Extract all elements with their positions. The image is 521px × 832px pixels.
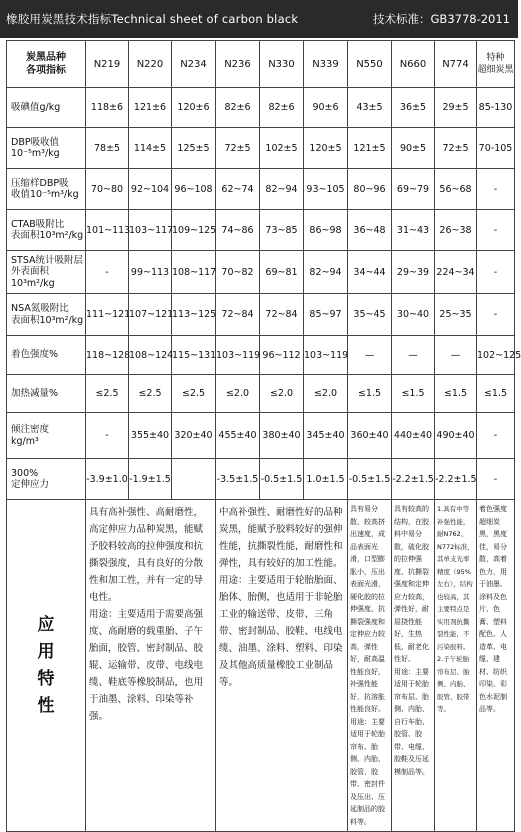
table-cell: 103~119 xyxy=(304,336,348,375)
col-header: N339 xyxy=(304,41,348,88)
col-header: N219 xyxy=(86,41,129,88)
table-cell: 72~84 xyxy=(216,294,260,336)
table-cell: 109~125 xyxy=(172,210,216,251)
table-cell: 25~35 xyxy=(435,294,477,336)
table-cell: -0.5±1.5 xyxy=(260,459,304,500)
table-header-row xyxy=(7,41,515,88)
table-cell: ≤2.5 xyxy=(86,375,129,413)
application-label: 应 用 特 性 xyxy=(7,500,86,832)
table-cell: 118±6 xyxy=(86,88,129,128)
row-label: 加热减量% xyxy=(7,375,86,413)
table-row xyxy=(7,336,515,375)
table-cell: 31~43 xyxy=(392,210,435,251)
row-label: 压缩样DBP吸 收值10⁻⁵m³/kg xyxy=(7,169,86,210)
table-cell: -3.5±1.5 xyxy=(216,459,260,500)
table-cell: 96~112 xyxy=(260,336,304,375)
table-cell: 69~81 xyxy=(260,251,304,294)
row-label: NSA氮吸附比 表面积10³m²/kg xyxy=(7,294,86,336)
table-cell: 72±5 xyxy=(216,128,260,169)
table-cell: 36~48 xyxy=(348,210,392,251)
row-label: CTAB吸附比 表面积10³m²/kg xyxy=(7,210,86,251)
table-cell: 108~117 xyxy=(172,251,216,294)
table-cell: 78±5 xyxy=(86,128,129,169)
table-cell: ≤2.5 xyxy=(172,375,216,413)
application-text: 具有易分散，较高挤出速度，成品表面光滑，口型膨胀小，压出表面光滑，硬化胶的拉伸强度、抗撕裂强度和定伸应力较高，弹性好，耐高温性能良好，补强性能好，抗溶胀性能良好。 用途：主要适用于轮胎帘布、胎侧、内胎、胶管、胶带、密封件及压出、压延制品的胶料等。 xyxy=(348,500,392,832)
table-cell: 69~79 xyxy=(392,169,435,210)
table-cell: 111~121 xyxy=(86,294,129,336)
table-cell: - xyxy=(477,251,515,294)
col-header: N660 xyxy=(392,41,435,88)
row-label: 着色强度% xyxy=(7,336,86,375)
table-cell: 82~94 xyxy=(260,169,304,210)
table-cell: 82~94 xyxy=(304,251,348,294)
table-cell: 1.0±1.5 xyxy=(304,459,348,500)
table-cell: 121±6 xyxy=(129,88,172,128)
table-cell: 120±6 xyxy=(172,88,216,128)
table-cell: 107~121 xyxy=(129,294,172,336)
col-header: N220 xyxy=(129,41,172,88)
table-cell: 74~86 xyxy=(216,210,260,251)
table-cell: 118~128 xyxy=(86,336,129,375)
table-row xyxy=(7,210,515,251)
table-cell: 224~34 xyxy=(435,251,477,294)
row-label: 吸碘值g/kg xyxy=(7,88,86,128)
table-cell: 102±5 xyxy=(260,128,304,169)
table-cell: 121±5 xyxy=(348,128,392,169)
application-text: 着色强度超细炭黑，黑度佳，易分散，高着色力，用于油墨、涂料及色片、色膏、塑料配色、人造革、电缆、建材、纺织印染、彩色水泥制品等。 xyxy=(477,500,515,832)
table-cell: 70-105 xyxy=(477,128,515,169)
row-label: STSA统计吸附层 外表面积10³m²/kg xyxy=(7,251,86,294)
col-header: 特种 超细炭黑 xyxy=(477,41,515,88)
table-cell: 440±40 xyxy=(392,413,435,459)
table-cell: 90±6 xyxy=(304,88,348,128)
table-row xyxy=(7,128,515,169)
col-header: N330 xyxy=(260,41,304,88)
table-cell: 85-130 xyxy=(477,88,515,128)
table-cell: -2.2±1.5 xyxy=(435,459,477,500)
table-cell: 101~113 xyxy=(86,210,129,251)
application-text: 中高补强性、耐磨性好的品种炭黑，能赋予胶料较好的强伸性能，抗撕裂性能，耐磨性和弹性，具有较好的加工性能。 用途：主要适用于轮胎胎面、胎体、胎侧，也适用于非轮胎工业的输送带、皮带、三角带、密封制品、胶鞋、电线电缆、油墨、涂料、塑料、印染及其他高质量橡胶工业制品等。 xyxy=(216,500,348,832)
col-header: N550 xyxy=(348,41,392,88)
table-cell: 85~97 xyxy=(304,294,348,336)
table-row xyxy=(7,375,515,413)
table-cell: 99~113 xyxy=(129,251,172,294)
table-cell: — xyxy=(392,336,435,375)
table-cell: 102~125 xyxy=(477,336,515,375)
table-cell: 90±5 xyxy=(392,128,435,169)
row-label: 倾注密度 kg/m³ xyxy=(7,413,86,459)
standard-label: 技术标准：GB3778-2011 xyxy=(373,12,510,26)
table-cell: 80~96 xyxy=(348,169,392,210)
table-cell: 43±5 xyxy=(348,88,392,128)
table-cell: - xyxy=(86,251,129,294)
table-cell: 355±40 xyxy=(129,413,172,459)
table-cell: - xyxy=(477,169,515,210)
table-cell: 114±5 xyxy=(129,128,172,169)
table-cell: 86~98 xyxy=(304,210,348,251)
table-cell: 70~80 xyxy=(86,169,129,210)
table-cell: 29~39 xyxy=(392,251,435,294)
table-cell: 345±40 xyxy=(304,413,348,459)
table-cell: 93~105 xyxy=(304,169,348,210)
table-cell: ≤1.5 xyxy=(435,375,477,413)
spec-table xyxy=(6,40,521,832)
table-cell: 103~119 xyxy=(216,336,260,375)
table-cell xyxy=(172,459,216,500)
table-cell: 35~45 xyxy=(348,294,392,336)
table-cell: -1.9±1.5 xyxy=(129,459,172,500)
table-cell: ≤1.5 xyxy=(348,375,392,413)
row-label: DBP吸收值 10⁻⁵m³/kg xyxy=(7,128,86,169)
table-cell: 103~117 xyxy=(129,210,172,251)
table-cell: 125±5 xyxy=(172,128,216,169)
table-cell: 73~85 xyxy=(260,210,304,251)
table-row xyxy=(7,169,515,210)
table-cell: 108~124 xyxy=(129,336,172,375)
sheet-title: 橡胶用炭黑技术指标Technical sheet of carbon black xyxy=(6,12,299,26)
table-row xyxy=(7,294,515,336)
table-cell: 72~84 xyxy=(260,294,304,336)
table-cell: 320±40 xyxy=(172,413,216,459)
application-text: 1.具有中等补强性能，耐N762、N772标准，其单支光率精度（95%左右），结构也较高，其主要特点是实用剂抗撕裂性能，不污染胶料。 2.子午轮胎帘布层、胎侧、内胎、胶管、胶带等。 xyxy=(435,500,477,832)
col-header: N774 xyxy=(435,41,477,88)
table-cell: 34~44 xyxy=(348,251,392,294)
table-row xyxy=(7,251,515,294)
table-cell: ≤2.5 xyxy=(129,375,172,413)
table-cell: 120±5 xyxy=(304,128,348,169)
row-label: 300% 定伸应力 xyxy=(7,459,86,500)
table-row xyxy=(7,88,515,128)
table-cell: 82±6 xyxy=(260,88,304,128)
table-cell: 360±40 xyxy=(348,413,392,459)
corner-cell: 炭黑品种 各项指标 xyxy=(7,41,86,88)
table-cell: 72±5 xyxy=(435,128,477,169)
table-cell: ≤1.5 xyxy=(392,375,435,413)
table-cell: 70~82 xyxy=(216,251,260,294)
application-text: 具有较高的结构，在胶料中易分散，硫化胶的拉伸强度、抗撕裂强度和定伸应力较高，弹性好，耐屈挠性能好，生热低，耐老化性好。 用途：主要适用于轮胎帘布层、胎侧、内胎、自行车胎、胶管、胶带、电缆、胶鞋及压延模制品等。 xyxy=(392,500,435,832)
table-cell: 113~125 xyxy=(172,294,216,336)
table-cell: 36±5 xyxy=(392,88,435,128)
table-cell: 30~40 xyxy=(392,294,435,336)
table-cell: — xyxy=(348,336,392,375)
table-cell: 490±40 xyxy=(435,413,477,459)
table-cell: 115~131 xyxy=(172,336,216,375)
table-cell: 96~108 xyxy=(172,169,216,210)
table-cell: ≤1.5 xyxy=(477,375,515,413)
table-cell: — xyxy=(435,336,477,375)
table-cell: - xyxy=(477,294,515,336)
table-cell: - xyxy=(477,413,515,459)
table-cell: - xyxy=(86,413,129,459)
col-header: N234 xyxy=(172,41,216,88)
application-text: 具有高补强性、高耐磨性，高定伸应力品种炭黑，能赋予胶料较高的拉伸强度和抗撕裂强度，具有良好的分散性和加工性，并有一定的导电性。 用途：主要适用于需要高强度、高耐磨的载重胎、子午胎面，胶管、密封制品、胶辊、运输带、皮带、电线电缆、鞋底等橡胶制品，也用于油墨、涂料、印染等补强。 xyxy=(86,500,216,832)
table-cell: -3.9±1.0 xyxy=(86,459,129,500)
table-cell: ≤2.0 xyxy=(304,375,348,413)
col-header: N236 xyxy=(216,41,260,88)
table-cell: -0.5±1.5 xyxy=(348,459,392,500)
table-cell: 56~68 xyxy=(435,169,477,210)
table-row xyxy=(7,413,515,459)
table-cell: 29±5 xyxy=(435,88,477,128)
table-cell: 26~38 xyxy=(435,210,477,251)
table-cell: 455±40 xyxy=(216,413,260,459)
table-cell: ≤2.0 xyxy=(216,375,260,413)
table-cell: 82±6 xyxy=(216,88,260,128)
table-cell: 62~74 xyxy=(216,169,260,210)
table-cell: 92~104 xyxy=(129,169,172,210)
header-bar xyxy=(0,0,518,38)
table-cell: ≤2.0 xyxy=(260,375,304,413)
table-cell: - xyxy=(477,210,515,251)
application-row xyxy=(7,500,515,832)
table-cell: 380±40 xyxy=(260,413,304,459)
table-cell: -2.2±1.5 xyxy=(392,459,435,500)
table-cell: - xyxy=(477,459,515,500)
table-row xyxy=(7,459,515,500)
